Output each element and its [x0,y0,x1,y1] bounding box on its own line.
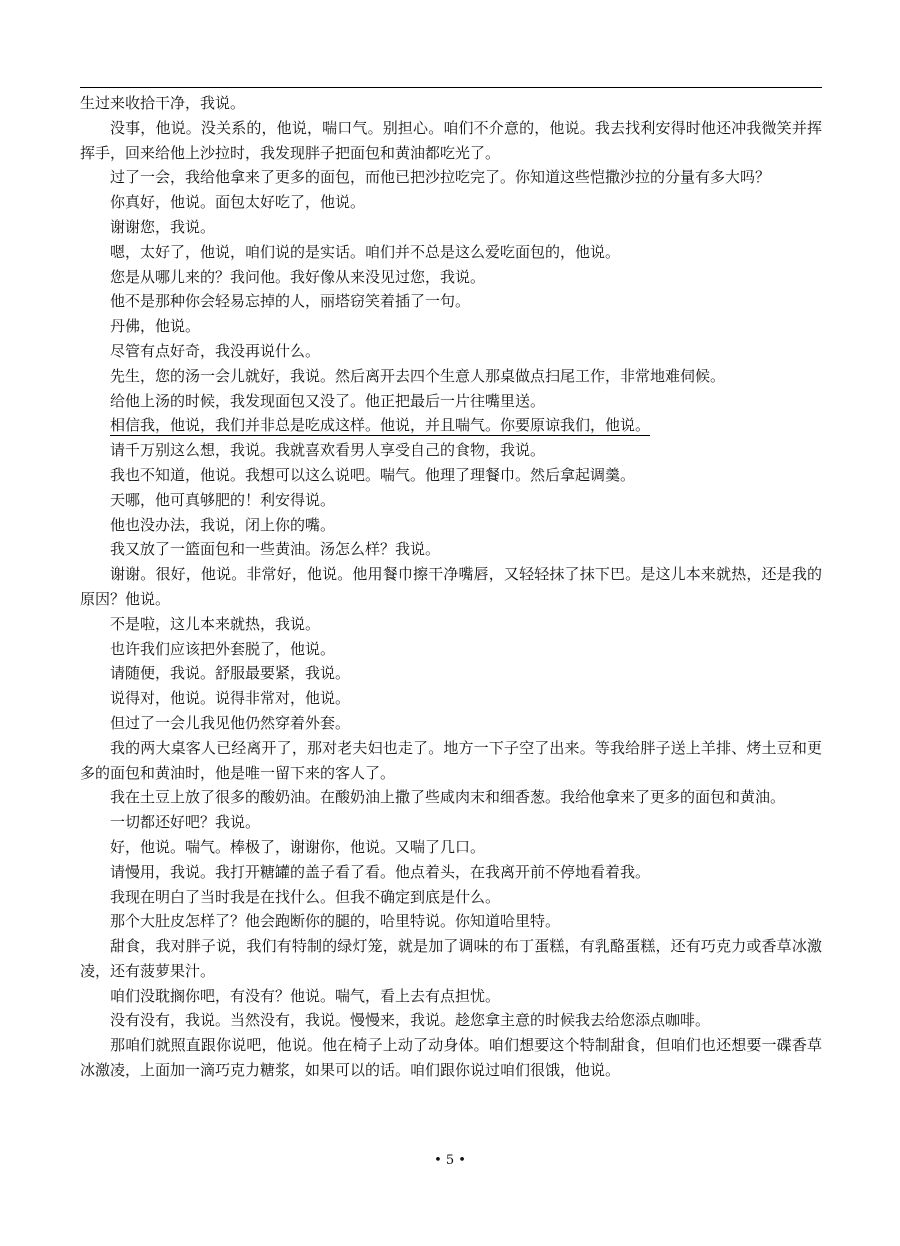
paragraph: 请千万别这么想，我说。我就喜欢看男人享受自己的食物，我说。 [110,441,546,460]
paragraph: 天哪，他可真够肥的！利安得说。 [110,490,336,509]
paragraph: 甜食，我对胖子说，我们有特制的绿灯笼，就是加了调味的布丁蛋糕，有乳酪蛋糕，还有巧克力或香草冰激凌，还有菠萝果汁。 [80,937,822,980]
paragraph: 好，他说。喘气。棒极了，谢谢你，他说。又喘了几口。 [110,837,486,856]
paragraph: 没事，他说。没关系的，他说，喘口气。别担心。咱们不介意的，他说。我去找利安得时他还冲我微笑并挥挥手，回来给他上沙拉时，我发现胖子把面包和黄油都吃光了。 [80,118,822,162]
underlined-text: 相信我，他说，我们并非总是吃成这样。他说，并且喘气。你要原谅我们，他说。 [110,416,651,435]
paragraph: 请慢用，我说。我打开糖罐的盖子看了看。他点着头，在我离开前不停地看着我。 [110,862,651,881]
paragraph: 先生，您的汤一会儿就好，我说。然后离开去四个生意人那桌做点扫尾工作，非常地难伺候。 [110,366,726,385]
paragraph: 过了一会，我给他拿来了更多的面包，而他已把沙拉吃完了。你知道这些恺撒沙拉的分量有多大吗？ [110,168,771,187]
paragraph: 说得对，他说。说得非常对，他说。 [110,689,351,708]
paragraph: 我也不知道，他说。我想可以这么说吧。喘气。他理了理餐巾。然后拿起调羹。 [110,465,636,484]
paragraph: 我的两大桌客人已经离开了，那对老夫妇也走了。地方一下子空了出来。等我给胖子送上羊排、烤土豆和更多的面包和黄油时，他是唯一留下来的客人了。 [80,738,822,782]
header-rule [80,87,822,88]
paragraph: 我现在明白了当时我是在找什么。但我不确定到底是什么。 [110,887,501,906]
paragraph: 那个大肚皮怎样了？他会跑断你的腿的，哈里特说。你知道哈里特。 [110,912,561,931]
paragraph: 给他上汤的时候，我发现面包又没了。他正把最后一片往嘴里送。 [110,391,546,410]
paragraph: 也许我们应该把外套脱了，他说。 [110,639,336,658]
paragraph: 生过来收拾干净，我说。 [80,94,246,112]
paragraph: 但过了一会儿我见他仍然穿着外套。 [110,713,351,732]
paragraph: 我在土豆上放了很多的酸奶油。在酸奶油上撒了些咸肉末和细香葱。我给他拿来了更多的面包和黄油。 [110,788,786,807]
paragraph: 您是从哪儿来的？我问他。我好像从来没见过您，我说。 [110,267,486,286]
paragraph: 请随便，我说。舒服最要紧，我说。 [110,664,351,683]
paragraph: 他不是那种你会轻易忘掉的人，丽塔窃笑着插了一句。 [110,292,471,311]
paragraph [80,413,822,438]
body-text [80,91,822,1083]
paragraph: 不是啦，这儿本来就热，我说。 [110,614,321,633]
paragraph: 那咱们就照直跟你说吧，他说。他在椅子上动了动身体。咱们想要这个特制甜食，但咱们也还想要一碟香草冰激凌，上面加一滴巧克力糖浆，如果可以的话。咱们跟你说过咱们很饿，他说。 [80,1036,822,1080]
paragraph: 他也没办法，我说，闭上你的嘴。 [110,515,336,534]
page-number: • 5 • [434,1153,466,1168]
paragraph: 嗯，太好了，他说，咱们说的是实话。咱们并不总是这么爱吃面包的，他说。 [110,242,621,261]
paragraph: 丹佛，他说。 [110,317,201,336]
paragraph: 我又放了一篮面包和一些黄油。汤怎么样？我说。 [110,540,441,559]
paragraph: 没有没有，我说。当然没有，我说。慢慢来，我说。趁您拿主意的时候我去给您添点咖啡。 [110,1011,711,1030]
paragraph: 谢谢。很好，他说。非常好，他说。他用餐巾擦干净嘴唇，又轻轻抹了抹下巴。是这儿本来就热，还是我的原因？他说。 [80,565,822,608]
paragraph: 你真好，他说。面包太好吃了，他说。 [110,193,366,212]
paragraph: 尽管有点好奇，我没再说什么。 [110,341,321,360]
paragraph: 一切都还好吧？我说。 [110,813,261,832]
paragraph: 谢谢您，我说。 [110,217,216,236]
paragraph: 咱们没耽搁你吧，有没有？他说。喘气，看上去有点担忧。 [110,986,501,1005]
